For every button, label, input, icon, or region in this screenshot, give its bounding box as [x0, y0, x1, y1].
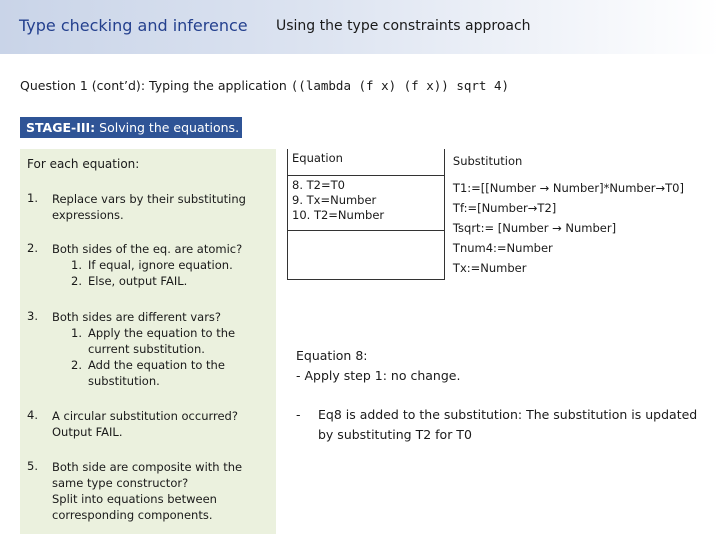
equation-item: 8. T2=T0 [292, 178, 345, 192]
question-line [20, 78, 509, 93]
question-prefix: Question 1 (cont’d): [20, 78, 146, 93]
substitution-item: Tnum4:=Number [452, 240, 553, 255]
substitution-list [444, 176, 720, 280]
slide-title: Type checking and inference [19, 16, 248, 35]
note-title: Equation 8: [296, 348, 368, 363]
stage-label: STAGE-III: [26, 120, 96, 135]
equations-table [287, 149, 720, 280]
equation-item: 9. Tx=Number [292, 193, 377, 207]
question-text: Typing the application [149, 78, 287, 93]
question-code: ((lambda (f x) (f x)) sqrt 4) [290, 78, 510, 93]
substep: 1. If equal, ignore equation. [71, 258, 233, 272]
stage-banner [20, 117, 242, 138]
step-text: A circular substitution occurred? Output FAIL. [52, 409, 238, 439]
step-number: 5. [27, 459, 38, 473]
note-line-2-text: Eq8 is added to the substitution: The substitution is updated by substituting T2 for T0 [318, 407, 698, 442]
slide-subtitle: Using the type constraints approach [276, 18, 531, 34]
bullet-dash: - [296, 407, 301, 422]
substep: 2. Add the equation to the substitution. [71, 358, 225, 388]
step-text: Replace vars by their substituting expressions. [52, 192, 246, 222]
substitution-item: T1:=[[Number → Number]*Number→T0] [452, 180, 684, 195]
step-text: Both sides are different vars? [52, 310, 222, 324]
step-number: 3. [27, 309, 38, 323]
equation-item: 10. T2=Number [292, 208, 385, 222]
stage-text: Solving the equations. [99, 120, 240, 135]
step-extra: Split into equations between corresponding components. [52, 492, 217, 522]
steps-intro: For each equation: [27, 157, 140, 171]
equation-list [288, 176, 445, 231]
steps-panel [20, 149, 276, 534]
column-header-substitution: Substitution [452, 154, 523, 168]
step-text: Both sides of the eq. are atomic? [52, 242, 243, 256]
column-header-equation: Equation [288, 149, 445, 176]
substitution-item: Tx:=Number [452, 260, 527, 275]
step-number: 1. [27, 191, 38, 205]
step-text: Both side are composite with the same type constructor? [52, 460, 243, 490]
substitution-item: Tf:=[Number→T2] [452, 200, 557, 215]
note-line-1: - Apply step 1: no change. [296, 368, 461, 383]
substitution-item: Tsqrt:= [Number → Number] [452, 220, 617, 235]
empty-equation-cell [288, 231, 445, 280]
slide-header [0, 0, 720, 54]
substep: 2. Else, output FAIL. [71, 274, 188, 288]
step-number: 4. [27, 408, 38, 422]
substep: 1. Apply the equation to the current substitution. [71, 326, 236, 356]
step-number: 2. [27, 241, 38, 255]
